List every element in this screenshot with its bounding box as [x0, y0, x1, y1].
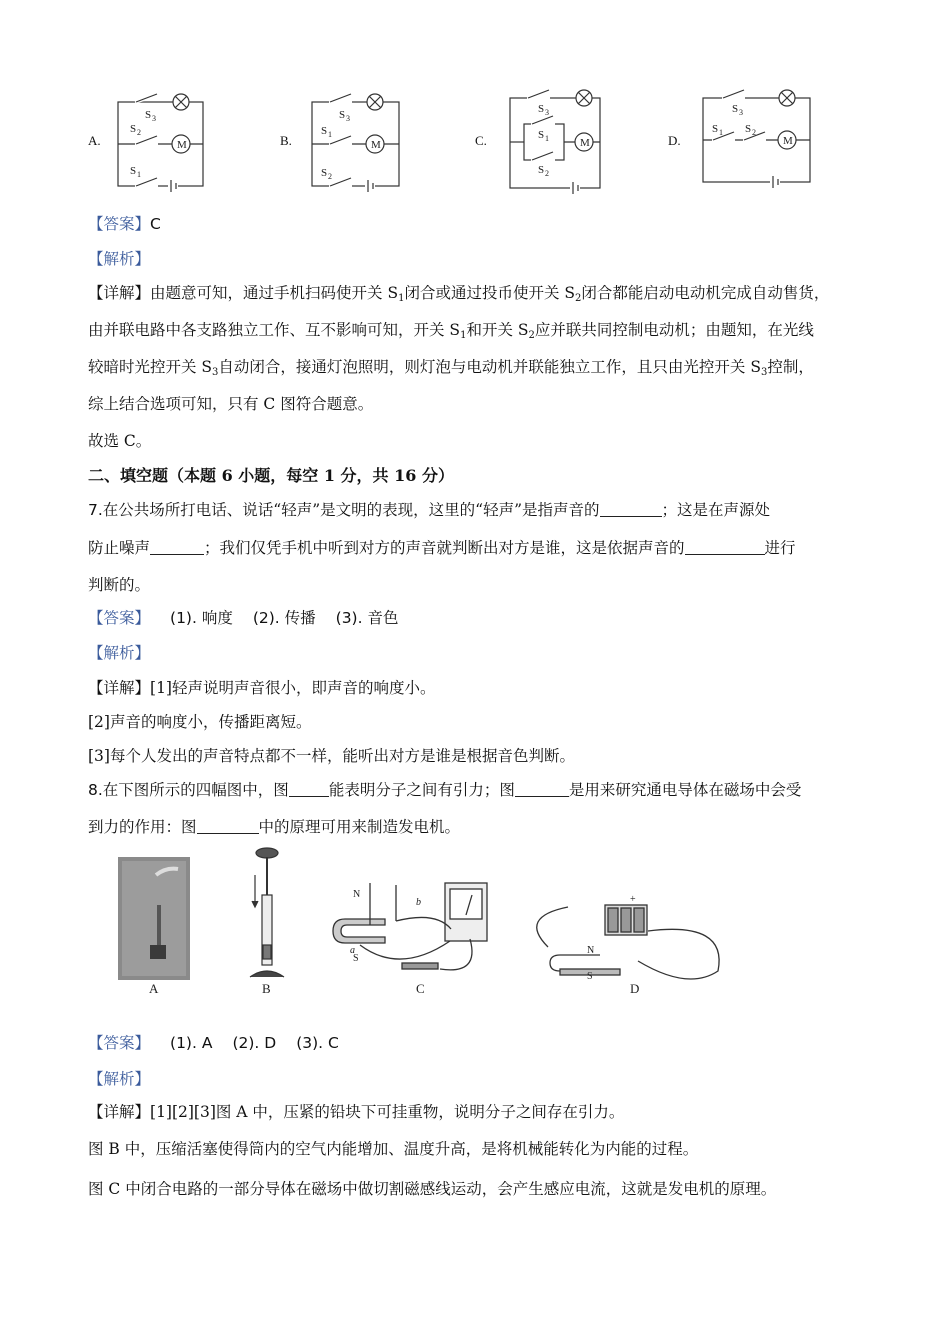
- text: 控制，: [767, 358, 814, 376]
- q8-detail-3: 图 C 中闭合电路的一部分导体在磁场中做切割磁感线运动，会产生感应电流，这就是发电机的原理。: [88, 1180, 777, 1198]
- q7-detail-3: [3]每个人发出的声音特点都不一样，能听出对方是谁是根据音色判断。: [88, 747, 575, 765]
- text: 由并联电路中各支路独立工作、互不影响可知，开关 S: [88, 321, 461, 339]
- text: 自动闭合，接通灯泡照明，则灯泡与电动机并联能独立工作，且只由光控开关 S: [218, 358, 761, 376]
- south-pole-label: S: [587, 971, 593, 982]
- q8-question-line-1: [88, 780, 801, 800]
- figure-label: B: [262, 981, 271, 996]
- analysis-tag: 【解析】: [88, 250, 151, 268]
- text: 闭合都能启动电动机完成自动售货，: [581, 284, 830, 302]
- option-d-label: D.: [668, 133, 681, 148]
- q7-question-line-2: [88, 538, 796, 558]
- question-number: 7.: [88, 501, 103, 519]
- analysis-tag: 【解析】: [88, 1070, 151, 1088]
- figure-label: C: [416, 981, 425, 996]
- switch-subscript: 2: [137, 128, 141, 137]
- switch-label: S: [538, 103, 545, 115]
- answer-blank: [515, 782, 569, 797]
- section-heading: 二、填空题（本题 6 小题，每空 1 分，共 16 分）: [88, 466, 454, 485]
- answer-tag: 【答案】: [88, 215, 151, 233]
- q7-answer: [88, 608, 398, 628]
- switch-subscript: 1: [137, 170, 141, 179]
- text: ；这是在声源处: [661, 501, 771, 519]
- subscript: 1: [398, 293, 405, 304]
- switch-subscript: 3: [545, 108, 549, 117]
- switch-subscript: 1: [545, 134, 549, 143]
- q7-detail-2: [2]声音的响度小，传播距离短。: [88, 713, 312, 731]
- switch-subscript: 3: [152, 114, 156, 123]
- q6-detail-line-2: [88, 320, 814, 346]
- text: 能表明分子之间有引力；图: [328, 781, 515, 799]
- motor-label: M: [371, 139, 381, 151]
- answer-item: (3). 音色: [335, 609, 399, 627]
- motor-label: M: [177, 139, 187, 151]
- subscript: 3: [212, 367, 219, 378]
- text: [1]轻声说明声音很小，即声音的响度小。: [150, 679, 436, 697]
- q7-detail-1: [88, 678, 435, 698]
- detail-tag: 【详解】: [88, 679, 151, 697]
- answer-blank: [197, 819, 259, 834]
- text: 防止噪声: [88, 539, 151, 557]
- q8-detail-2: 图 B 中，压缩活塞使得筒内的空气内能增加、温度升高，是将机械能转化为内能的过程。: [88, 1140, 699, 1158]
- circuit-a: [118, 94, 203, 192]
- answer-blank: [685, 540, 765, 555]
- motor-label: M: [580, 137, 590, 149]
- motor-label: M: [783, 135, 793, 147]
- switch-subscript: 3: [739, 108, 743, 117]
- option-a-label: A.: [88, 133, 101, 148]
- switch-subscript: 2: [752, 128, 756, 137]
- q8-answer: [88, 1033, 339, 1053]
- subscript: 3: [760, 367, 768, 378]
- switch-subscript: 1: [328, 130, 332, 139]
- text: 是用来研究通电导体在磁场中会受: [568, 781, 802, 799]
- answer-item: (3). C: [296, 1034, 339, 1052]
- switch-label: S: [339, 109, 346, 121]
- answer-item: (1). 响度: [170, 609, 233, 627]
- south-pole-label: S: [353, 953, 359, 964]
- switch-label: S: [145, 109, 152, 121]
- q8-detail-1: [88, 1102, 624, 1122]
- switch-subscript: 2: [545, 169, 549, 178]
- switch-subscript: 3: [346, 114, 350, 123]
- switch-label: S: [538, 164, 545, 176]
- answer-tag: 【答案】: [88, 609, 151, 627]
- north-pole-label: N: [353, 889, 361, 900]
- circuit-diagrams: [0, 80, 950, 195]
- text: 进行: [764, 539, 796, 557]
- answer-tag: 【答案】: [88, 1034, 151, 1052]
- figure-d-motor: [537, 894, 719, 996]
- text: [1][2][3]图 A 中，压紧的铅块下可挂重物，说明分子之间存在引力。: [150, 1103, 625, 1121]
- north-pole-label: N: [587, 945, 595, 956]
- switch-label: S: [745, 123, 752, 135]
- switch-subscript: 2: [328, 172, 332, 181]
- text: 闭合或通过投币使开关 S: [404, 284, 575, 302]
- battery-plus-label: +: [630, 894, 636, 905]
- text: 在公共场所打电话、说话“轻声”是文明的表现，这里的“轻声”是指声音的: [102, 501, 600, 519]
- text: 到力的作用：图: [88, 818, 197, 836]
- text: 在下图所示的四幅图中，图: [102, 781, 289, 799]
- q8-question-line-2: [88, 817, 460, 837]
- text: 由题意可知，通过手机扫码使开关 S: [150, 284, 399, 302]
- q7-analysis-tag: [88, 643, 150, 663]
- switch-label: S: [130, 165, 137, 177]
- option-b-label: B.: [280, 133, 292, 148]
- q6-answer: [88, 214, 161, 234]
- subscript: 1: [460, 330, 467, 341]
- analysis-tag: 【解析】: [88, 644, 151, 662]
- q6-detail-line-4: 综上结合选项可知，只有 C 图符合题意。: [88, 395, 374, 413]
- answer-item: (2). D: [232, 1034, 277, 1052]
- q6-conclusion: 故选 C。: [88, 432, 152, 450]
- text: 较暗时光控开关 S: [88, 358, 213, 376]
- option-c-label: C.: [475, 133, 487, 148]
- switch-label: S: [321, 125, 328, 137]
- wire-label-b: b: [416, 897, 421, 908]
- answer-blank: [289, 782, 329, 797]
- q6-analysis-tag: [88, 249, 150, 269]
- q6-detail-line-1: [88, 283, 829, 309]
- figure-b-fire-syringe: [250, 848, 284, 996]
- q6-detail-line-3: [88, 357, 814, 383]
- figure-label: A: [149, 981, 159, 996]
- answer-item: (1). A: [170, 1034, 213, 1052]
- detail-tag: 【详解】: [88, 284, 151, 302]
- detail-tag: 【详解】: [88, 1103, 151, 1121]
- figure-label: D: [630, 981, 640, 996]
- text: 应并联共同控制电动机；由题知，在光线: [534, 321, 814, 339]
- switch-label: S: [732, 103, 739, 115]
- figure-a-lead-blocks: [118, 857, 190, 996]
- switch-label: S: [321, 167, 328, 179]
- switch-label: S: [130, 123, 137, 135]
- answer-value: C: [150, 215, 161, 233]
- switch-subscript: 1: [719, 128, 723, 137]
- subscript: 2: [574, 293, 582, 304]
- switch-label: S: [538, 129, 545, 141]
- subscript: 2: [528, 330, 535, 341]
- q7-question-line-1: [88, 500, 770, 520]
- q7-question-line-3: 判断的。: [88, 576, 151, 594]
- circuit-d: [703, 90, 810, 188]
- answer-blank: [600, 502, 662, 517]
- text: 和开关 S: [466, 321, 529, 339]
- experiment-figures: [100, 845, 740, 1005]
- answer-item: (2). 传播: [252, 609, 316, 627]
- switch-label: S: [712, 123, 719, 135]
- wire-label-a: a: [350, 945, 355, 956]
- answer-blank: [150, 540, 204, 555]
- figure-c-induction: [333, 883, 487, 996]
- question-number: 8.: [88, 781, 103, 799]
- text: 中的原理可用来制造发电机。: [258, 818, 461, 836]
- text: ；我们仅凭手机中听到对方的声音就判断出对方是谁，这是依据声音的: [204, 539, 685, 557]
- q8-analysis-tag: [88, 1069, 150, 1089]
